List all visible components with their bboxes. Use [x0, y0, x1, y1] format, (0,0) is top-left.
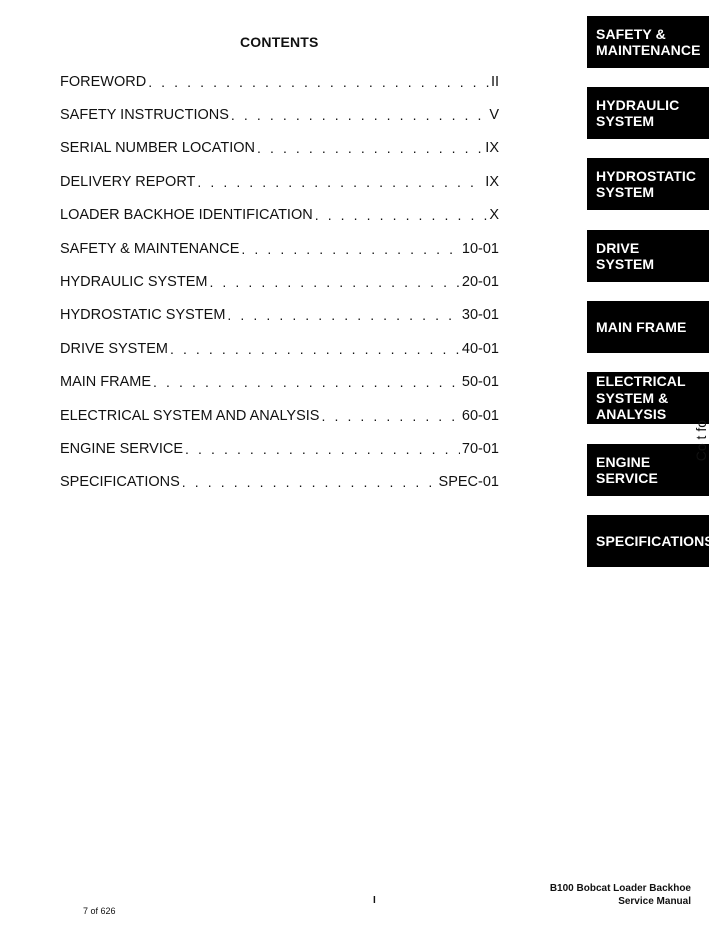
manual-title [550, 882, 691, 908]
toc-entry-page: 10-01 [461, 240, 499, 257]
side-margin-text [693, 420, 711, 520]
toc-entry-page: SPEC-01 [438, 474, 499, 491]
toc-entry-drive-system[interactable] [60, 332, 499, 365]
toc-entry-engine-service[interactable] [60, 432, 499, 465]
toc-entry-label: HYDROSTATIC SYSTEM [60, 307, 226, 324]
toc-entry-safety-maintenance[interactable] [60, 232, 499, 265]
toc-leader-dots [315, 205, 488, 225]
toc-entry-label: SPECIFICATIONS [60, 474, 180, 491]
toc-entry-page: 50-01 [461, 374, 499, 391]
toc-entry-label: HYDRAULIC SYSTEM [60, 274, 208, 291]
manual-title-line-1: B100 Bobcat Loader Backhoe [549, 883, 691, 894]
toc-entry-label: DELIVERY REPORT [60, 173, 196, 190]
tab-hydraulic-system[interactable]: HYDRAULIC SYSTEM [587, 87, 709, 139]
toc-entry-serial-number-location[interactable] [60, 132, 499, 165]
table-of-contents [60, 65, 499, 499]
tab-safety-maintenance[interactable]: SAFETY & MAINTENANCE [587, 16, 709, 68]
page-number: I [373, 895, 376, 906]
toc-leader-dots [148, 72, 489, 92]
toc-entry-label: MAIN FRAME [60, 374, 152, 391]
toc-entry-label: ELECTRICAL SYSTEM AND ANALYSIS [60, 407, 320, 424]
side-margin-text-content: Co t fo [693, 420, 709, 462]
toc-entry-electrical-system[interactable] [60, 399, 499, 432]
toc-entry-specifications[interactable] [60, 466, 499, 499]
toc-entry-label: FOREWORD [60, 73, 147, 90]
toc-leader-dots [321, 406, 459, 426]
toc-entry-label: SAFETY INSTRUCTIONS [60, 107, 229, 124]
toc-leader-dots [185, 439, 460, 459]
toc-entry-page: II [490, 73, 499, 90]
toc-leader-dots [257, 138, 483, 158]
tab-main-frame[interactable]: MAIN FRAME [587, 301, 709, 353]
toc-entry-label: LOADER BACKHOE IDENTIFICATION [60, 207, 313, 224]
tab-specifications[interactable]: SPECIFICATIONS [587, 515, 709, 567]
toc-entry-page: 60-01 [461, 407, 499, 424]
toc-entry-page: 30-01 [461, 307, 499, 324]
toc-entry-label: SAFETY & MAINTENANCE [60, 240, 240, 257]
toc-entry-label: SERIAL NUMBER LOCATION [60, 140, 255, 157]
toc-entry-safety-instructions[interactable] [60, 98, 499, 131]
toc-entry-page: IX [485, 140, 499, 157]
tab-electrical-system[interactable]: ELECTRICAL SYSTEM & ANALYSIS [587, 372, 709, 424]
toc-entry-page: X [489, 207, 499, 224]
toc-entry-page: 20-01 [461, 274, 499, 291]
manual-title-line-2: Service Manual [618, 896, 691, 907]
tab-engine-service[interactable]: ENGINE SERVICE [587, 444, 709, 496]
toc-leader-dots [231, 105, 487, 125]
toc-entry-label: DRIVE SYSTEM [60, 340, 168, 357]
toc-entry-main-frame[interactable] [60, 366, 499, 399]
toc-leader-dots [227, 305, 459, 325]
toc-entry-page: V [489, 107, 499, 124]
toc-entry-hydrostatic-system[interactable] [60, 299, 499, 332]
page-title: CONTENTS [240, 34, 319, 50]
toc-entry-hydraulic-system[interactable] [60, 265, 499, 298]
toc-entry-foreword[interactable] [60, 65, 499, 98]
toc-entry-page: 70-01 [461, 440, 499, 457]
toc-leader-dots [209, 272, 459, 292]
toc-entry-delivery-report[interactable] [60, 165, 499, 198]
page-count: 7 of 626 [83, 906, 116, 916]
toc-entry-page: IX [485, 173, 499, 190]
toc-entry-page: 40-01 [461, 340, 499, 357]
toc-leader-dots [170, 339, 460, 359]
toc-entry-loader-backhoe-identification[interactable] [60, 199, 499, 232]
toc-leader-dots [241, 239, 460, 259]
toc-leader-dots [197, 172, 483, 192]
tab-drive-system[interactable]: DRIVE SYSTEM [587, 230, 709, 282]
toc-leader-dots [153, 372, 460, 392]
toc-entry-label: ENGINE SERVICE [60, 440, 184, 457]
toc-leader-dots [182, 472, 437, 492]
tab-hydrostatic-system[interactable]: HYDROSTATIC SYSTEM [587, 158, 709, 210]
